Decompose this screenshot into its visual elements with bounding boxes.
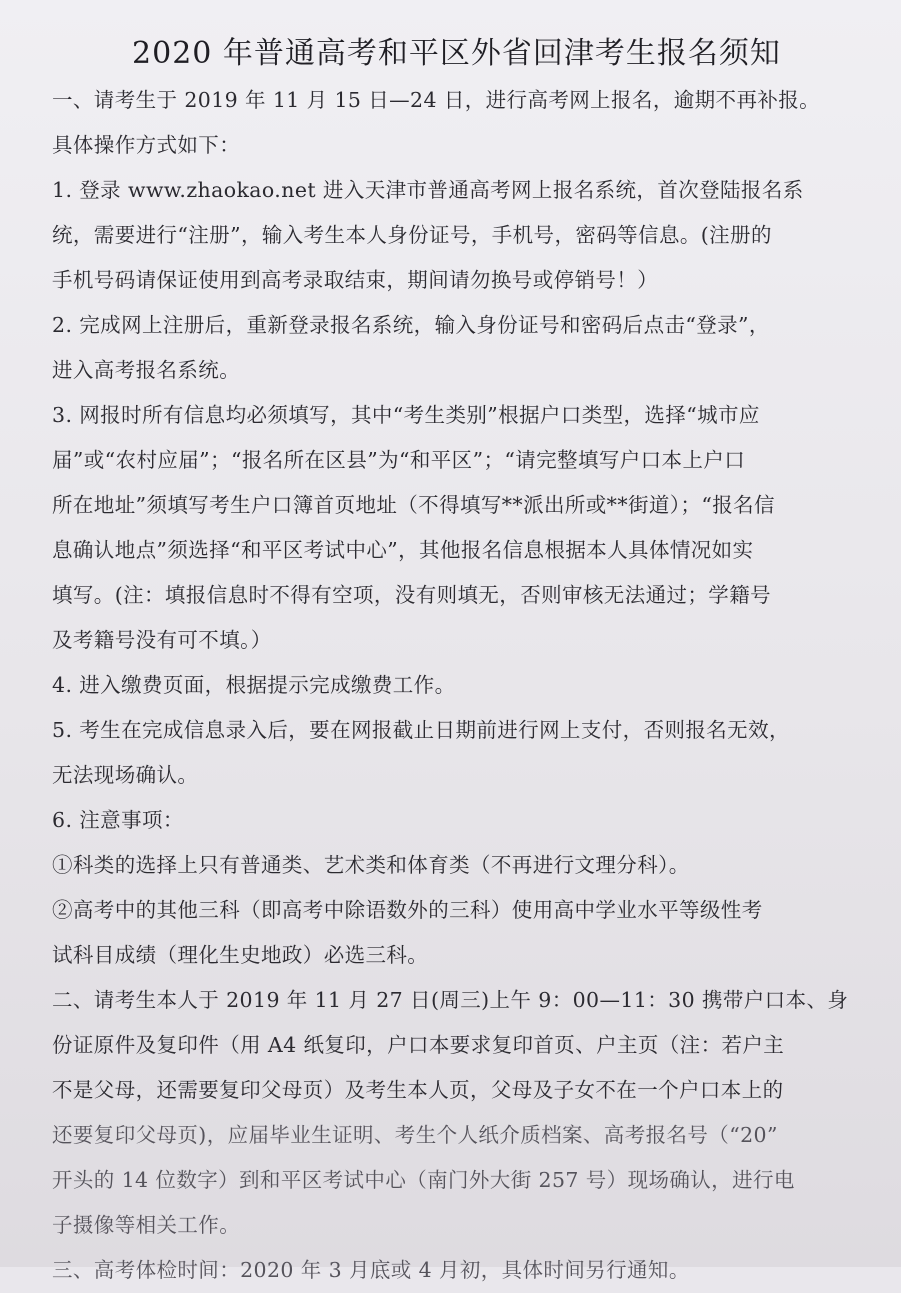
text-line: 填写。(注：填报信息时不得有空项，没有则填无，否则审核无法通过；学籍号 xyxy=(52,583,771,607)
text-line: 2. 完成网上注册后，重新登录报名系统，输入身份证号和密码后点击“登录”， xyxy=(52,313,770,337)
text-line: 份证原件及复印件（用 A4 纸复印，户口本要求复印首页、户主页（注：若户主 xyxy=(52,1033,785,1057)
text-line: 3. 网报时所有信息均必须填写，其中“考生类别”根据户口类型，选择“城市应 xyxy=(52,403,760,427)
text-line: 进入高考报名系统。 xyxy=(52,358,241,382)
text-line: 不是父母，还需要复印父母页）及考生本人页，父母及子女不在一个户口本上的 xyxy=(52,1078,784,1102)
text-line: ①科类的选择上只有普通类、艺术类和体育类（不再进行文理分科）。 xyxy=(52,853,690,877)
document-title: 2020 年普通高考和平区外省回津考生报名须知 xyxy=(132,36,781,71)
text-line: 还要复印父母页)，应届毕业生证明、考生个人纸介质档案、高考报名号（“20” xyxy=(52,1123,778,1147)
text-line: ②高考中的其他三科（即高考中除语数外的三科）使用高中学业水平等级性考 xyxy=(52,898,763,922)
text-line: 手机号码请保证使用到高考录取结束，期间请勿换号或停销号！） xyxy=(52,268,659,292)
text-line: 4. 进入缴费页面，根据提示完成缴费工作。 xyxy=(52,673,456,697)
text-line: 一、请考生于 2019 年 11 月 15 日—24 日，进行高考网上报名，逾期不再补报。 xyxy=(52,88,821,112)
text-line: 开头的 14 位数字）到和平区考试中心（南门外大街 257 号）现场确认，进行电 xyxy=(52,1168,795,1192)
text-line: 所在地址”须填写考生户口簿首页地址（不得填写**派出所或**街道）；“报名信 xyxy=(52,493,775,517)
text-line: 届”或“农村应届”；“报名所在区县”为“和平区”；“请完整填写户口本上户口 xyxy=(52,448,746,472)
text-line: 子摄像等相关工作。 xyxy=(52,1213,241,1237)
text-line: 二、请考生本人于 2019 年 11 月 27 日(周三)上午 9：00—11：30 携带户口本、身 xyxy=(52,988,849,1012)
text-line: 具体操作方式如下： xyxy=(52,133,241,157)
text-line: 息确认地点”须选择“和平区考试中心”，其他报名信息根据本人具体情况如实 xyxy=(52,538,754,562)
text-line: 统，需要进行“注册”，输入考生本人身份证号，手机号，密码等信息。(注册的 xyxy=(52,223,772,247)
document-body xyxy=(52,78,861,1293)
text-line: 1. 登录 www.zhaokao.net 进入天津市普通高考网上报名系统，首次登陆报名系 xyxy=(52,178,804,202)
text-line: 三、高考体检时间：2020 年 3 月底或 4 月初，具体时间另行通知。 xyxy=(52,1258,690,1282)
text-line: 6. 注意事项： xyxy=(52,808,184,832)
text-line: 及考籍号没有可不填。） xyxy=(52,628,272,652)
text-line: 试科目成绩（理化生史地政）必选三科。 xyxy=(52,943,429,967)
text-line: 5. 考生在完成信息录入后，要在网报截止日期前进行网上支付，否则报名无效， xyxy=(52,718,790,742)
text-line: 无法现场确认。 xyxy=(52,763,199,787)
